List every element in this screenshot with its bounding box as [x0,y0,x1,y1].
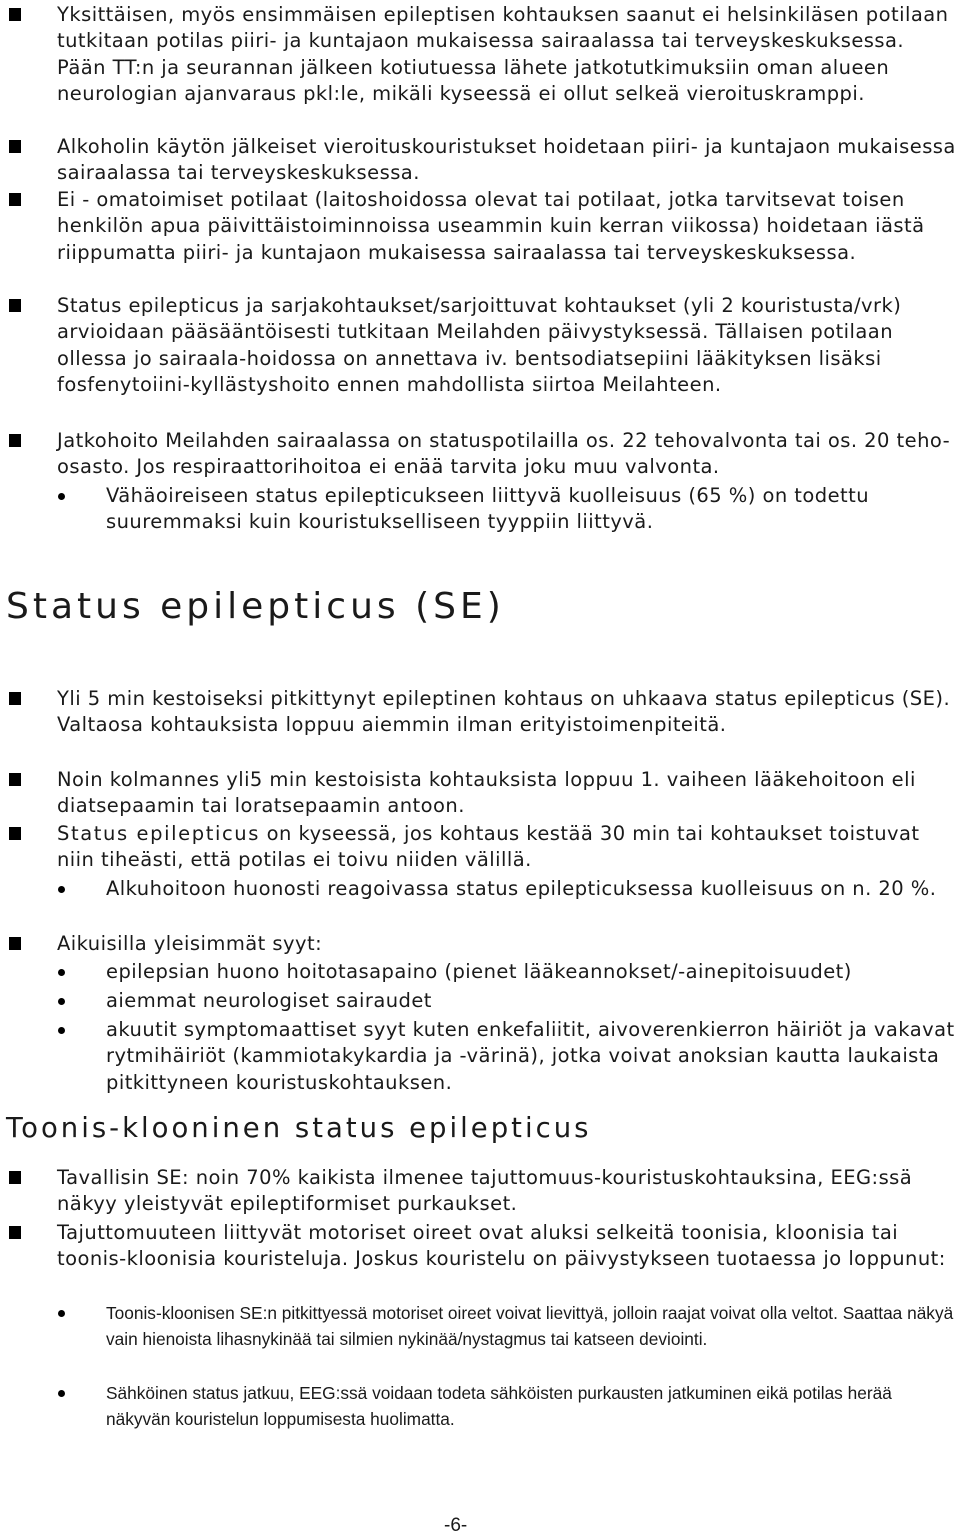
square-bullet-icon [9,193,21,206]
round-bullet-icon [58,886,65,893]
square-bullet-icon [9,140,21,153]
list-item: Yli 5 min kestoiseksi pitkittynyt epileptinen kohtaus on uhkaava status epilepticus (SE). Valtaosa kohtauksista loppuu aiemmin ilman erityistoimenpiteitä. [57,686,957,739]
square-bullet-icon [9,8,21,21]
square-bullet-icon [9,773,21,786]
list-item: Noin kolmannes yli5 min kestoisista kohtauksista loppuu 1. vaiheen lääkehoitoon eli diatsepaamin tai loratsepaamin antoon. [57,767,957,820]
page-number: -6- [444,1515,468,1536]
square-bullet-icon [9,1171,21,1184]
section-heading: Toonis-klooninen status epilepticus [6,1112,592,1144]
round-bullet-icon [58,969,65,976]
square-bullet-icon [9,299,21,312]
round-bullet-icon [58,1027,65,1034]
sub-list-item: akuutit symptomaattiset syyt kuten enkefaliitit, aivoverenkierron häiriöt ja vakavat rytmihäiriöt (kammiotakykardia ja -värinä), jotka voivat anoksian kautta laukaista pitkittyneen kouristuskohtauksen. [106,1017,956,1096]
square-bullet-icon [9,692,21,705]
emphasis-term: Status epilepticus [57,822,261,845]
round-bullet-icon [58,1390,65,1397]
section-heading: Status epilepticus (SE) [6,586,505,627]
list-item: Yksittäisen, myös ensimmäisen epileptisen kohtauksen saanut ei helsinkiläsen potilaan tutkitaan potilas piiri- ja kuntajaon mukaisessa sairaalassa tai terveyskeskuksessa. Pään TT:n ja seurannan jälkeen kotiutuessa lähete jatkotutkimuksiin oman alueen neurologian ajanvaraus pkl:le, mikäli kyseessä ei ollut selkeä vieroituskramppi. [57,2,957,108]
list-item: Jatkohoito Meilahden sairaalassa on statuspotilailla os. 22 tehovalvonta tai os. 20 teho-osasto. Jos respiraattorihoitoa ei enää tarvita joku muu valvonta. [57,428,957,481]
list-item: Ei - omatoimiset potilaat (laitoshoidossa olevat tai potilaat, jotka tarvitsevat toisen henkilön apua päivittäistoiminnoissa useammin kuin kerran viikossa) hoidetaan iästä riippumatta piiri- ja kuntajaon mukaisessa sairaalassa tai terveyskeskuksessa. [57,187,957,266]
list-item: Tavallisin SE: noin 70% kaikista ilmenee tajuttomuus-kouristuskohtauksina, EEG:ssä näkyy yleistyvät epileptiformiset purkaukset. [57,1165,957,1218]
sub-list-item: epilepsian huono hoitotasapaino (pienet lääkeannokset/-ainepitoisuudet) [106,959,956,985]
square-bullet-icon [9,1226,21,1239]
sub-list-item: Sähköinen status jatkuu, EEG:ssä voidaan todeta sähköisten purkausten jatkuminen eikä potilas herää näkyvän kouristelun loppumisesta huolimatta. [106,1380,956,1432]
list-item: Status epilepticus on kyseessä, jos kohtaus kestää 30 min tai kohtaukset toistuvat niin tiheästi, että potilas ei toivu niiden välillä. [57,821,957,874]
round-bullet-icon [58,493,65,500]
list-item: Alkoholin käytön jälkeiset vieroituskouristukset hoidetaan piiri- ja kuntajaon mukaisessa sairaalassa tai terveyskeskuksessa. [57,134,957,187]
list-item: Tajuttomuuteen liittyvät motoriset oireet ovat aluksi selkeitä toonisia, kloonisia tai toonis-kloonisia kouristeluja. Joskus kouristelu on päivystykseen tuotaessa jo loppunut: [57,1220,957,1273]
round-bullet-icon [58,1310,65,1317]
sub-list-item: Alkuhoitoon huonosti reagoivassa status epilepticuksessa kuolleisuus on n. 20 %. [106,876,956,902]
square-bullet-icon [9,434,21,447]
round-bullet-icon [58,998,65,1005]
list-item: Aikuisilla yleisimmät syyt: [57,931,957,957]
list-item: Status epilepticus ja sarjakohtaukset/sarjoittuvat kohtaukset (yli 2 kouristusta/vrk) arvioidaan pääsääntöisesti tutkitaan Meilahden päivystyksessä. Tällaisen potilaan ollessa jo sairaala-hoidossa on annettava iv. bentsodiatsepiini lääkityksen lisäksi fosfenytoiini-kyllästyshoito ennen mahdollista siirtoa Meilahteen. [57,293,957,399]
square-bullet-icon [9,937,21,950]
square-bullet-icon [9,827,21,840]
sub-list-item: Toonis-kloonisen SE:n pitkittyessä motoriset oireet voivat lievittyä, jolloin raajat voivat olla veltot. Saattaa näkyä vain hienoista lihasnykinää tai silmien nykinää/nystagmus tai katseen deviointi. [106,1300,956,1352]
sub-list-item: aiemmat neurologiset sairaudet [106,988,956,1014]
sub-list-item: Vähäoireiseen status epilepticukseen liittyvä kuolleisuus (65 %) on todettu suuremmaksi kuin kouristukselliseen tyyppiin liittyvä. [106,483,956,536]
